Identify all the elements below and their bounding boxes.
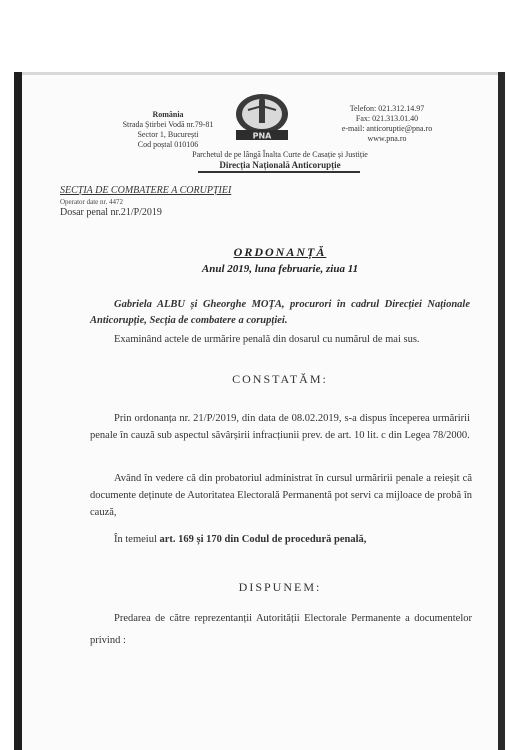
order-text: Predarea de către reprezentanții Autorității Electorale Permanente a documentelor privind :	[90, 613, 472, 646]
ordinance-text: Prin ordonanța nr. 21/P/2019, din data de 08.02.2019, s-a dispus începerea urmăririi penale în cauză sub aspectul săvârșirii infracțiunii prev. de art. 10 lit. c din Legea 78/2000.	[90, 413, 470, 441]
document-date: Anul 2019, luna februarie, ziua 11	[201, 263, 359, 275]
evidence-paragraph	[90, 470, 472, 521]
header-directorate: Direcția Națională Anticorupție	[219, 160, 341, 170]
order-paragraph	[90, 608, 472, 652]
scan-top-shadow	[22, 72, 498, 75]
scan-left-shadow-bar	[14, 72, 22, 750]
header-sector: Sector 1, București	[137, 130, 199, 139]
evidence-text: Având în vedere că din probatoriul administrat în cursul urmăririi penale a reieșit că documente deținute de Autoritatea Electorală Permanentă pot servi ca mijloace de probă în cauză,	[90, 473, 472, 518]
header-contact	[322, 104, 452, 144]
header-country: România	[152, 110, 184, 119]
header-fax: Fax: 021.313.01.40	[355, 114, 419, 123]
legal-basis-prefix: În temeiul	[114, 534, 160, 545]
header-divider	[198, 171, 360, 173]
scan-top-margin	[0, 0, 522, 74]
examining-paragraph: Examinând actele de urmărire penală din dosarul cu numărul de mai sus.	[114, 334, 420, 345]
header-website: www.pna.ro	[367, 134, 407, 143]
dna-logo-icon	[230, 92, 294, 142]
prosecutors-text: Gabriela ALBU și Gheorghe MOȚA, procurori în cadrul Direcției Naționale Anticorupție, Secția de combatere a corupției.	[90, 299, 470, 326]
operator-number: Operator date nr. 4472	[60, 198, 123, 206]
header-postal-code: Cod poștal 010106	[137, 140, 199, 149]
scan-left-margin	[0, 72, 14, 750]
legal-basis-paragraph	[114, 532, 474, 548]
file-number: Dosar penal nr.21/P/2019	[60, 207, 162, 218]
header-street: Strada Știrbei Vodă nr.79-81	[122, 120, 214, 129]
constatam-heading: CONSTATĂM:	[232, 372, 328, 386]
document-title: ORDONANȚĂ	[233, 245, 327, 259]
section-name: SECȚIA DE COMBATERE A CORUPȚIEI	[60, 185, 232, 196]
ordinance-paragraph	[90, 410, 470, 444]
header-institution: Parchetul de pe lângă Înalta Curte de Casație și Justiție	[192, 150, 368, 159]
logo-text: PNA	[252, 131, 272, 141]
header-email: e-mail: anticoruptie@pna.ro	[341, 124, 433, 133]
scan-right-shadow-bar	[498, 72, 505, 750]
header-phone: Telefon: 021.312.14.97	[349, 104, 425, 113]
scan-right-margin	[505, 0, 522, 750]
header-address	[88, 110, 248, 150]
prosecutors-paragraph	[90, 297, 470, 329]
dispunem-heading: DISPUNEM:	[238, 580, 322, 594]
legal-basis-articles: art. 169 și 170 din Codul de procedură penală,	[159, 534, 367, 545]
